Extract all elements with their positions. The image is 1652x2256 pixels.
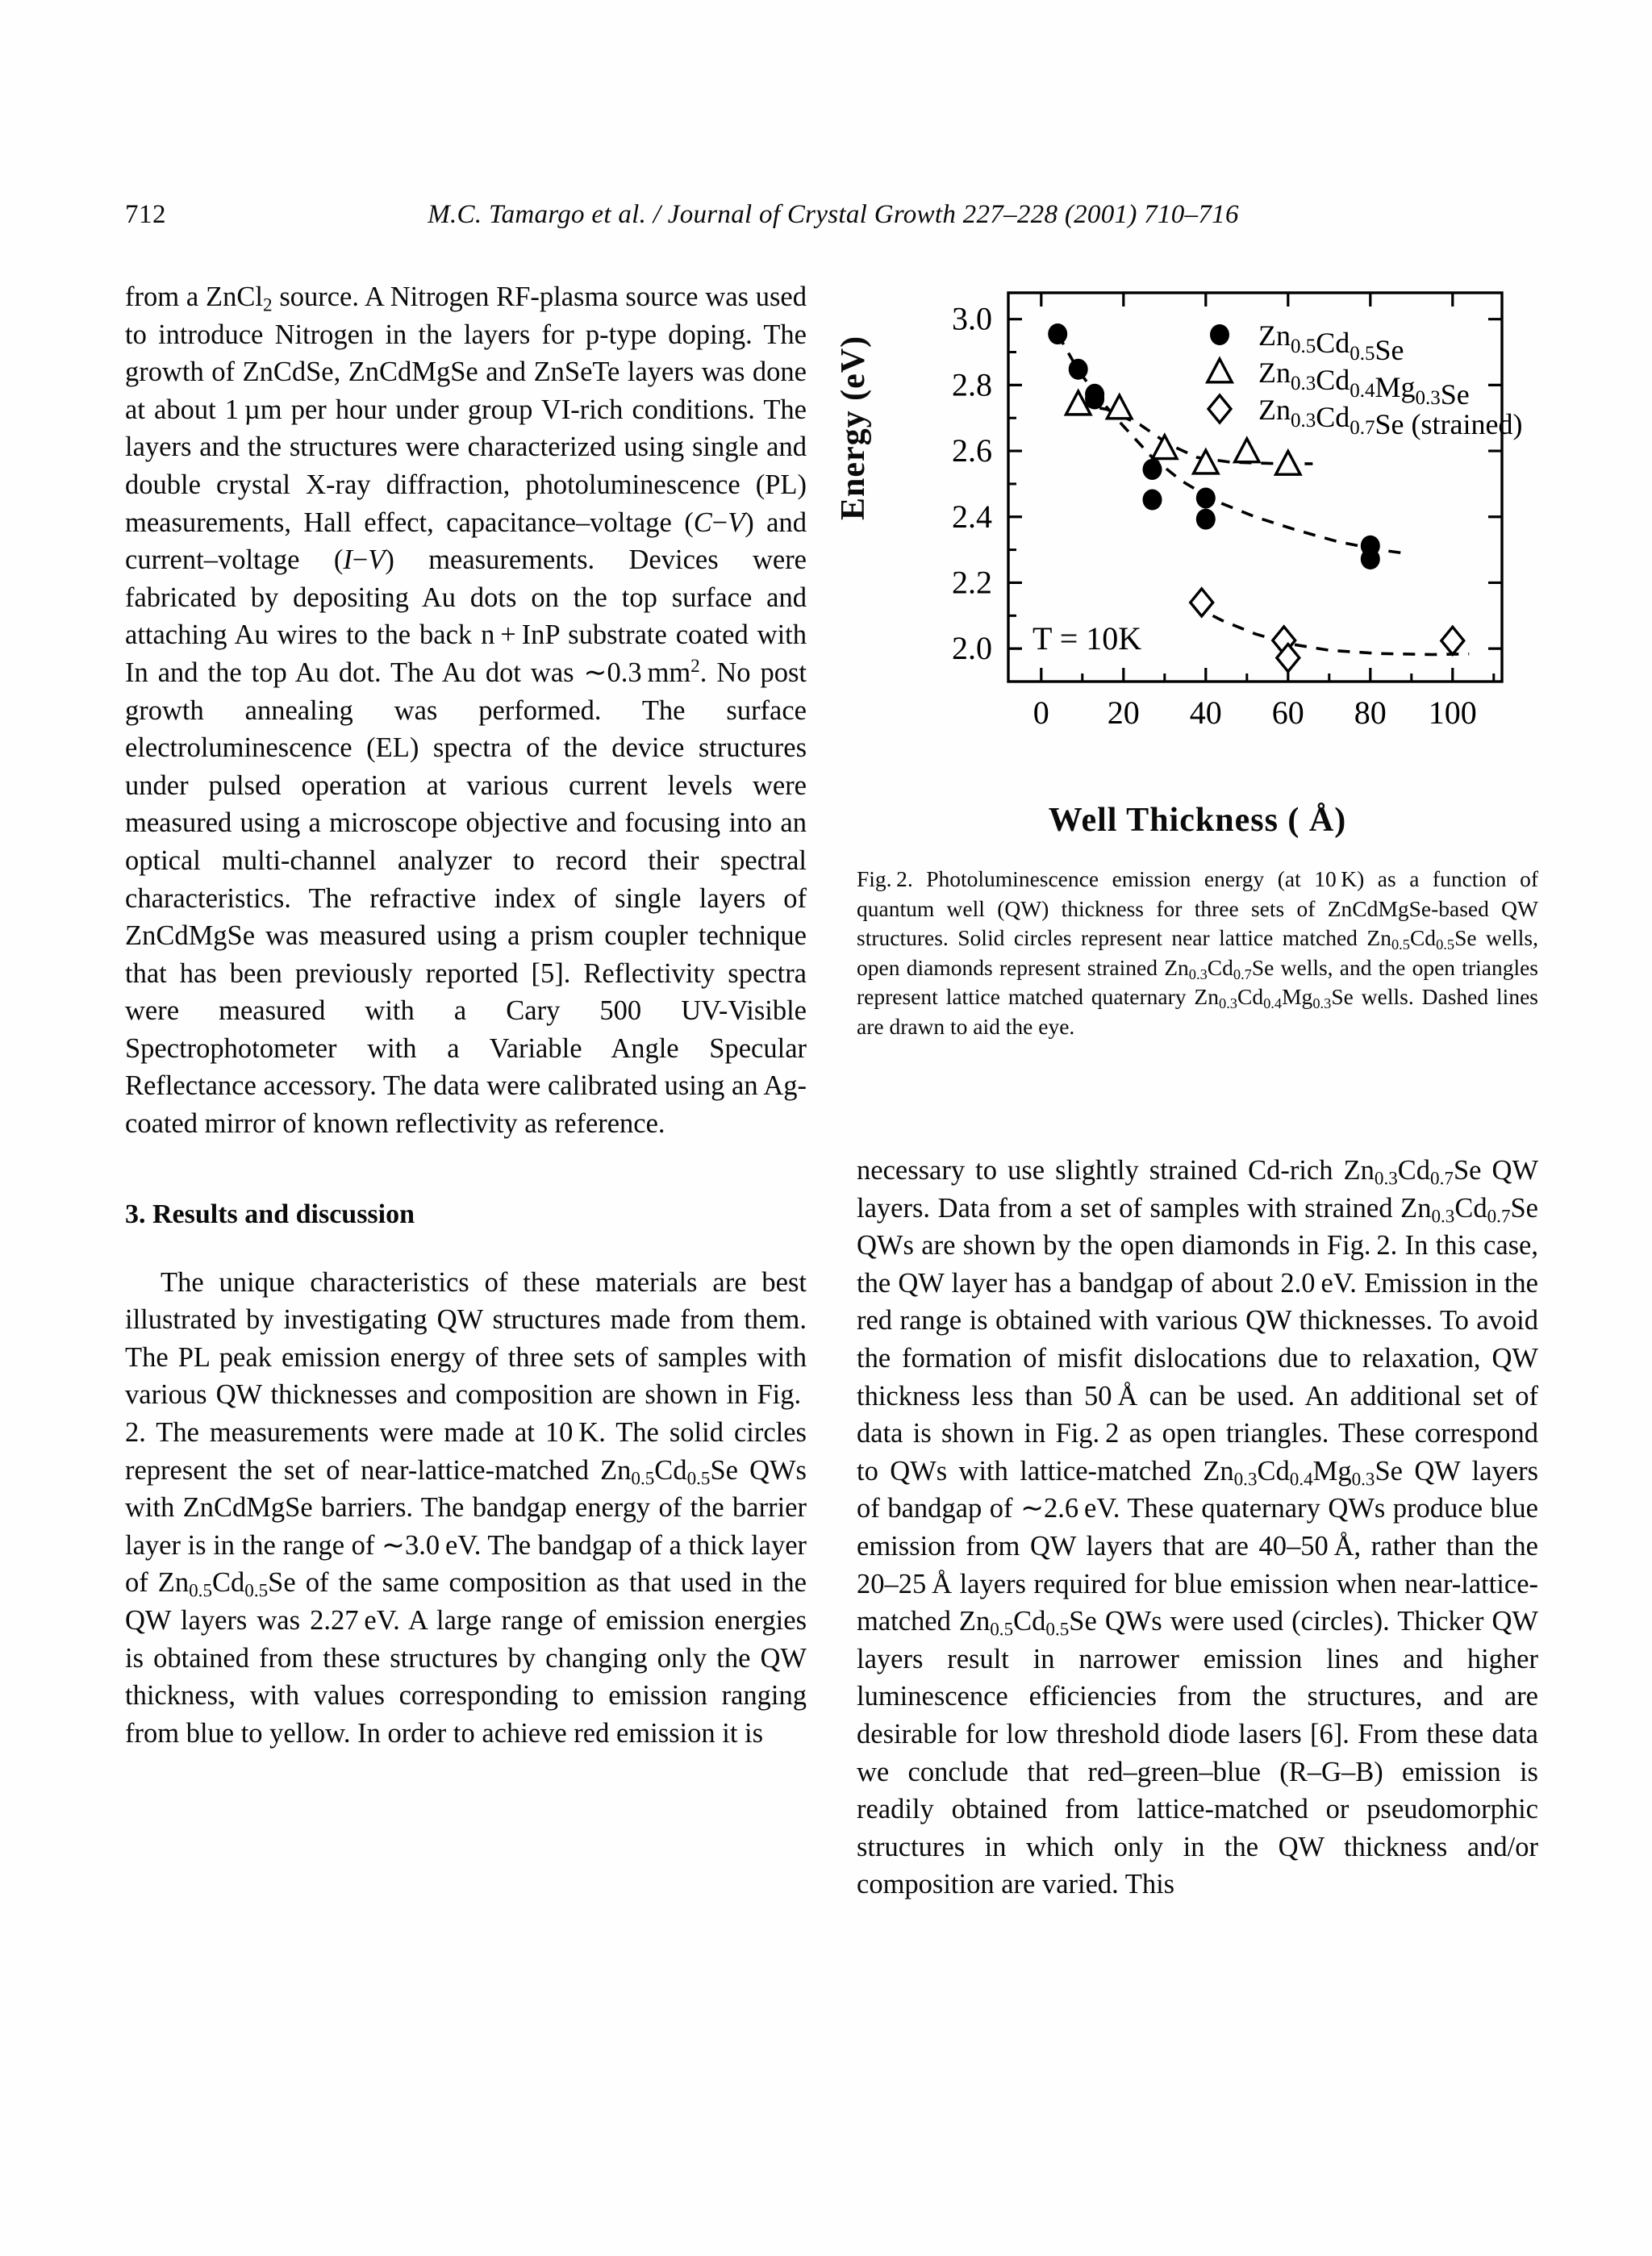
data-point-series-1: [1235, 439, 1259, 462]
legend-label-2: $Zn_{0.3}Cd_{0.7}Se$ (strained): [1258, 394, 1523, 440]
y-tick-label: 2.8: [952, 366, 992, 403]
running-head: [125, 200, 1533, 236]
data-point-series-2: [1441, 627, 1464, 654]
data-point-series-0: [1361, 548, 1380, 569]
x-tick-label: 40: [1189, 694, 1222, 731]
y-tick-label: 2.0: [952, 630, 992, 667]
x-tick-label: 100: [1428, 694, 1477, 731]
data-point-series-0: [1085, 389, 1104, 410]
x-tick-label: 20: [1107, 694, 1140, 731]
legend-label-0: $Zn_{0.5}Cd_{0.5}Se$: [1258, 319, 1404, 366]
data-point-series-1: [1194, 450, 1218, 473]
circles-guide: [1058, 334, 1403, 553]
y-axis-label: Energy (eV): [835, 335, 872, 520]
x-tick-label: 80: [1354, 694, 1387, 731]
left-column: [125, 278, 807, 1752]
journal-citation: M.C. Tamargo et al. / Journal of Crystal Growth 227–228 (2001) 710–716: [428, 200, 1239, 229]
legend-marker-2: [1208, 395, 1231, 423]
plot-area: [835, 278, 1538, 843]
data-point-series-0: [1143, 490, 1162, 511]
figure-2: [835, 278, 1538, 843]
x-axis-label: Well Thickness ( Å): [1048, 802, 1347, 839]
data-point-series-0: [1069, 359, 1088, 380]
data-point-series-0: [1048, 323, 1067, 344]
legend-marker-0: [1210, 324, 1229, 345]
data-point-series-0: [1196, 509, 1216, 530]
data-point-series-0: [1196, 487, 1216, 508]
y-tick-label: 2.6: [952, 432, 992, 469]
data-point-series-2: [1191, 589, 1213, 616]
spacer: [125, 1143, 807, 1199]
section-heading-results: 3. Results and discussion: [125, 1199, 415, 1229]
legend-marker-1: [1208, 359, 1232, 382]
x-tick-label: 0: [1032, 694, 1049, 731]
diamonds-guide: [1194, 606, 1470, 654]
paragraph-discussion: necessary to use slightly strained Cd-rich $Zn_{0.3}Cd_{0.7}Se$ QW layers. Data from a set of samples with strained $Zn_{0.3}Cd_{0.7}Se$ QWs are shown by the open diamonds in Fig. 2. In this case, the QW layer has a bandgap of about 2.0 eV. Emission in the red range is obtained with various QW thicknesses. To avoid the formation of misfit dislocations due to relaxation, QW thickness less than 50 Å can be used. An additional set of data is shown in Fig. 2 as open triangles. These correspond to QWs with lattice-matched $Zn_{0.3}Cd_{0.4}Mg_{0.3}Se$ QW layers of bandgap of ∼2.6 eV. These quaternary QWs produce blue emission from QW layers that are 40–50 Å, rather than the 20–25 Å layers required for blue emission when near-lattice-matched $Zn_{0.5}Cd_{0.5}Se$ QWs were used (circles). Thicker QW layers result in narrower emission lines and higher luminescence efficiencies from the structures, and are desirable for low threshold diode lasers [6]. From these data we conclude that red–green–blue (R–G–B) emission is readily obtained from lattice-matched or pseudomorphic structures in which only in the QW thickness and/or composition are varied. This: [857, 1155, 1539, 1900]
legend-label-1: $Zn_{0.3}Cd_{0.4}Mg_{0.3}Se$: [1258, 357, 1470, 411]
page-number: 712: [125, 200, 166, 229]
data-point-series-1: [1108, 395, 1132, 419]
data-point-series-0: [1143, 459, 1162, 480]
paragraph-continuation: from a ZnCl$_2$ source. A Nitrogen RF-plasma source was used to introduce Nitrogen in the layers for p-type doping. The growth of ZnCdSe, ZnCdMgSe and ZnSeTe layers was done at about 1 µm per hour under group VI-rich conditions. The layers and the structures were characterized using single and double crystal X-ray diffraction, photoluminescence (PL) measurements, Hall effect, capacitance–voltage (C−V) and current–voltage (I−V) measurements. Devices were fabricated by depositing Au dots on the top surface and attaching Au wires to the back n + InP substrate coated with In and the top Au dot. The Au dot was ∼0.3 $mm^2$. No post growth annealing was performed. The surface electroluminescence (EL) spectra of the device structures under pulsed operation at various current levels were measured using a microscope objective and focusing into an optical multi-channel analyzer to record their spectral characteristics. The refractive index of single layers of ZnCdMgSe was measured using a prism coupler technique that has been previously reported [5]. Reflectivity spectra were measured with a Cary 500 UV-Visible Spectrophotometer with a Variable Angle Specular Reflectance accessory. The data were calibrated using an Ag-coated mirror of known reflectivity as reference.: [125, 281, 807, 1140]
spacer: [125, 1230, 807, 1264]
data-point-series-1: [1153, 436, 1177, 459]
paragraph-results-intro: The unique characteristics of these materials are best illustrated by investigating QW structures made from them. The PL peak emission energy of three sets of samples with various QW thicknesses and composition are shown in Fig. 2. The measurements were made at 10 K. The solid circles represent the set of near-lattice-matched $Zn_{0.5}Cd_{0.5}Se$ QWs with ZnCdMgSe barriers. The bandgap energy of the barrier layer is in the range of ∼3.0 eV. The bandgap of a thick layer of $Zn_{0.5}Cd_{0.5}Se$ of the same composition as that used in the QW layers was 2.27 eV. A large range of emission energies is obtained from these structures by changing only the QW thickness, with values corresponding to emission ranging from blue to yellow. In order to achieve red emission it is: [125, 1266, 807, 1749]
y-tick-label: 3.0: [952, 300, 992, 337]
x-tick-label: 60: [1271, 694, 1304, 731]
y-tick-label: 2.2: [952, 564, 992, 601]
y-tick-label: 2.4: [952, 498, 992, 535]
right-column: [857, 1152, 1538, 1904]
figure-caption-block: [857, 853, 1538, 1041]
data-point-series-1: [1276, 451, 1300, 474]
scatter-plot: [857, 278, 1538, 794]
plot-annotation-temperature: T = 10K: [1032, 620, 1142, 657]
figure-caption: Fig. 2. Photoluminescence emission energy (at 10 K) as a function of quantum well (QW) thickness for three sets of ZnCdMgSe-based QW structures. Solid circles represent near lattice matched $Zn_{0.5}Cd_{0.5}Se$ wells, open diamonds represent strained $Zn_{0.3}Cd_{0.7}Se$ wells, and the open triangles represent lattice matched quaternary $Zn_{0.3}Cd_{0.4}Mg_{0.3}Se$ wells. Dashed lines are drawn to aid the eye.: [857, 866, 1538, 1039]
